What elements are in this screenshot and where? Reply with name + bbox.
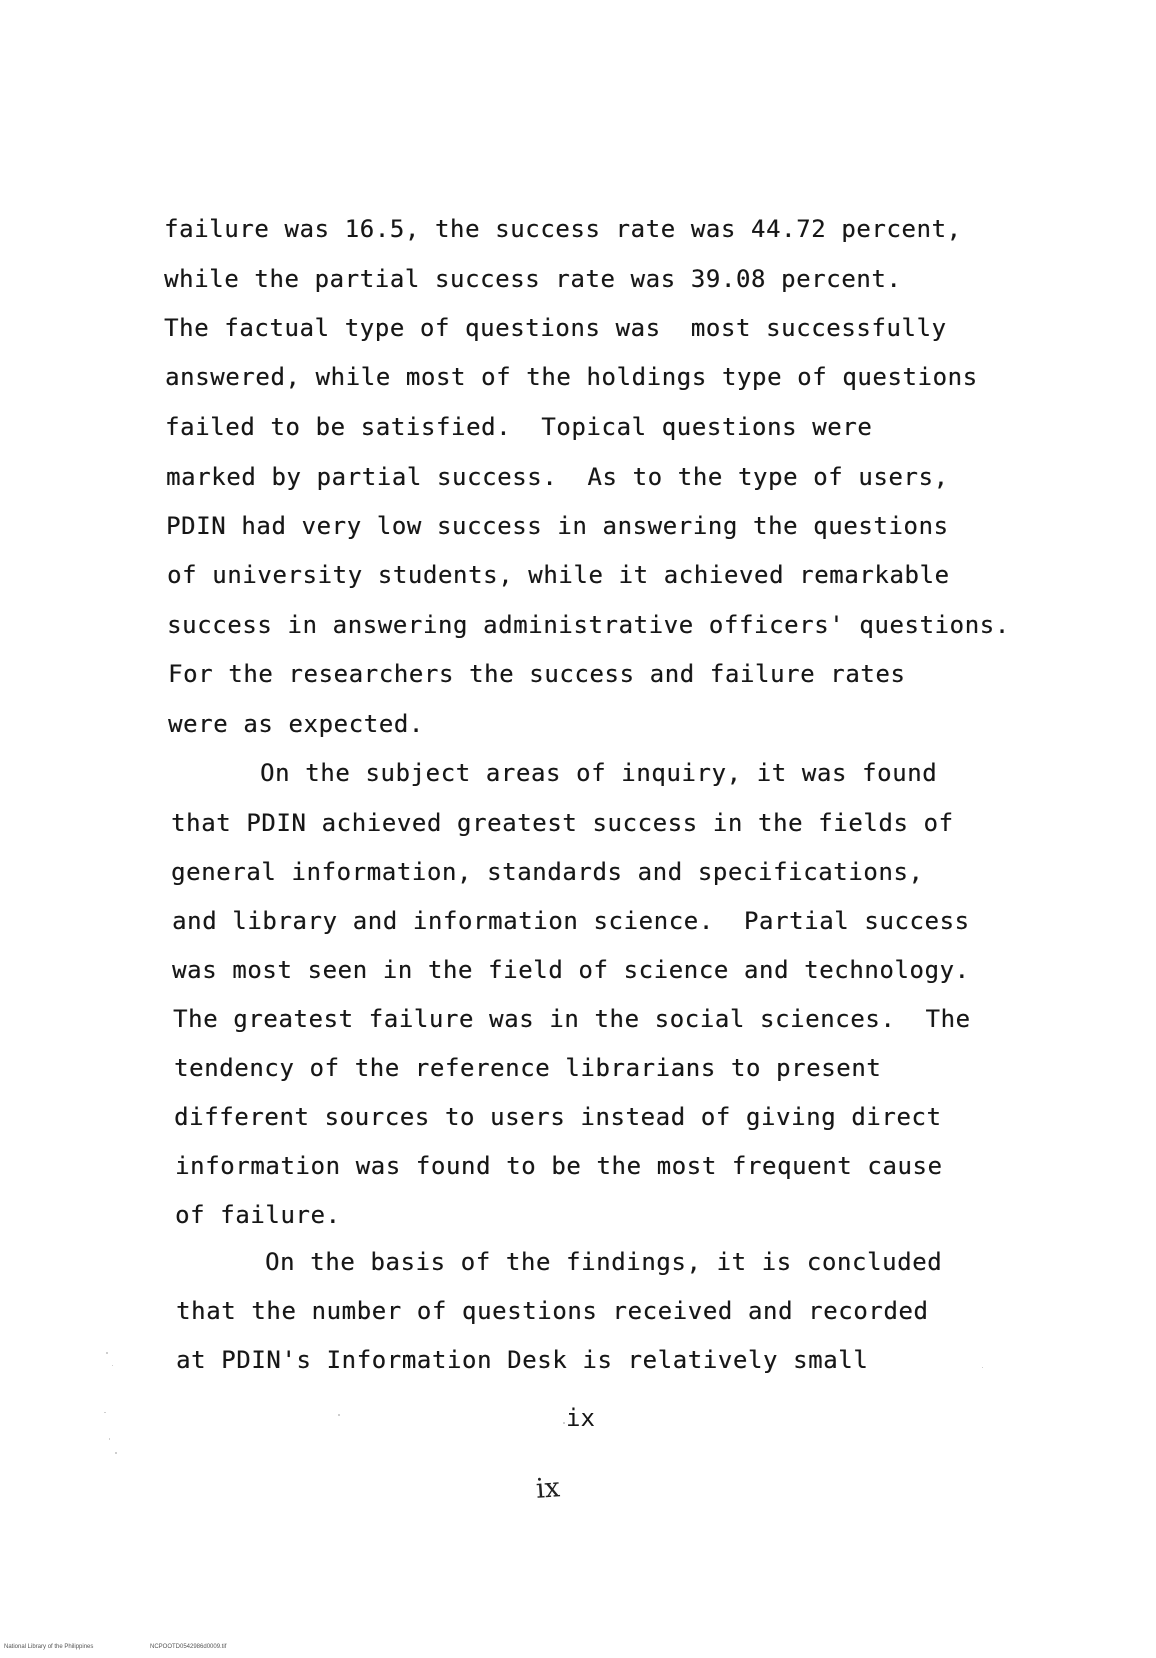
body-line-21: of failure. — [175, 1201, 341, 1229]
body-line-20: information was found to be the most frequent cause — [175, 1152, 943, 1180]
scan-speck — [563, 1422, 565, 1424]
body-line-19: different sources to users instead of giving direct — [174, 1103, 942, 1131]
body-line-4: answered, while most of the holdings type of questions — [165, 363, 978, 391]
body-line-1: failure was 16.5, the success rate was 44.72 percent, — [164, 215, 962, 243]
body-line-15: and library and information science. Partial success — [172, 907, 970, 935]
body-line-13: that PDIN achieved greatest success in the fields of — [171, 809, 954, 837]
body-line-3: The factual type of questions was most successfully — [164, 314, 947, 342]
body-line-22: On the basis of the findings, it is concluded — [265, 1248, 943, 1276]
footer-library-credit: National Library of the Philippines — [4, 1644, 94, 1650]
page-number-typed: ix — [566, 1404, 595, 1432]
body-line-12: On the subject areas of inquiry, it was found — [260, 759, 938, 787]
body-line-23: that the number of questions received and recorded — [176, 1297, 929, 1325]
body-line-14: general information, standards and specifications, — [171, 858, 924, 886]
scan-speck — [104, 1412, 106, 1413]
body-line-17: The greatest failure was in the social sciences. The — [173, 1005, 971, 1033]
body-line-9: success in answering administrative officers' questions. — [167, 611, 1010, 639]
scan-speck — [982, 1367, 983, 1368]
scan-speck — [112, 1365, 113, 1366]
footer-file-id: NCPOOTD0542986d0009.tif — [150, 1644, 227, 1650]
body-line-5: failed to be satisfied. Topical questions were — [165, 413, 873, 441]
page-number-handwritten: ix — [534, 1472, 561, 1505]
scan-speck — [115, 1452, 117, 1454]
body-line-7: PDIN had very low success in answering the questions — [166, 512, 949, 540]
body-line-10: For the researchers the success and failure rates — [168, 660, 906, 688]
body-line-24: at PDIN's Information Desk is relatively small — [176, 1346, 869, 1374]
scan-speck — [106, 1352, 108, 1354]
body-line-16: was most seen in the field of science and technology. — [172, 956, 970, 984]
body-line-11: were as expected. — [168, 710, 424, 738]
scan-speck — [338, 1414, 340, 1416]
scan-speck — [109, 1438, 110, 1440]
body-line-6: marked by partial success. As to the type of users, — [166, 463, 949, 491]
body-line-18: tendency of the reference librarians to present — [174, 1054, 882, 1082]
body-line-8: of university students, while it achieved remarkable — [167, 561, 950, 589]
body-line-2: while the partial success rate was 39.08 percent. — [164, 265, 902, 293]
